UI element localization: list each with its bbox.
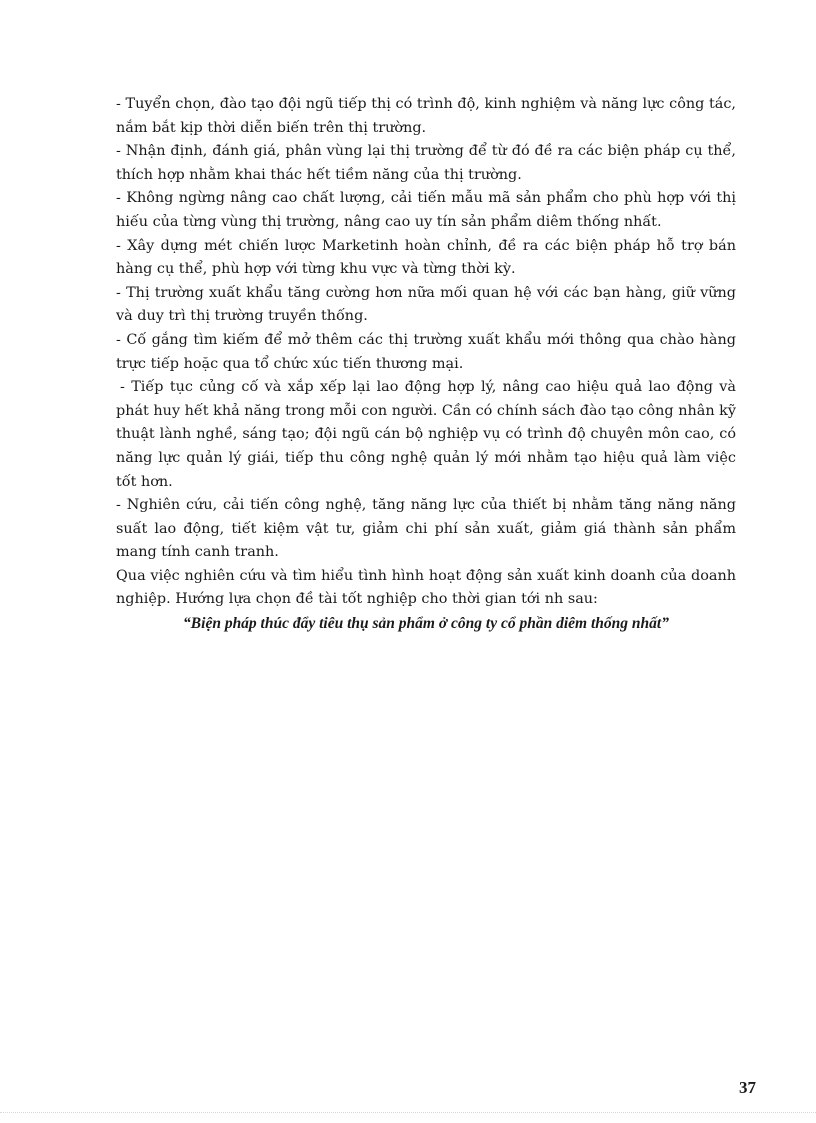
paragraph-export-market: - Thị trường xuất khẩu tăng cường hơn nữa mối quan hệ với các bạn hàng, giữ vững và duy trì thị trường truyền thống.	[116, 284, 736, 325]
paragraph-marketing-strategy: - Xây dựng mét chiến lược Marketinh hoàn chỉnh, đề ra các biện pháp hỗ trợ bán hàng cụ thể, phù hợp với từng khu vực và từng thời kỳ.	[116, 237, 736, 278]
paragraph-recruit-marketing-team: - Tuyển chọn, đào tạo đội ngũ tiếp thị có trình độ, kinh nghiệm và năng lực công tác, nắm bắt kịp thời diễn biến trên thị trường.	[116, 96, 736, 136]
paragraph-labor-organization: - Tiếp tục củng cố và xắp xếp lại lao động hợp lý, nâng cao hiệu quả lao động và phát huy hết khả năng trong mỗi con người. Cần có chính sách đào tạo công nhân kỹ thuật lành nghề, sáng tạo; đội ngũ cán bộ nghiệp vụ có trình độ chuyên môn cao, có năng lực quản lý giái, tiếp thu công nghệ quản lý mới nhằm tạo hiệu quả làm việc tốt hơn.	[116, 379, 737, 490]
page-number: 37	[739, 1078, 756, 1097]
paragraph-technology-improvement: - Nghiên cứu, cải tiến công nghệ, tăng năng lực của thiết bị nhằm tăng năng năng suất lao động, tiết kiệm vật tư, giảm chi phí sản xuất, giảm giá thành sản phẩm mang tính canh tranh.	[116, 497, 736, 561]
paragraph-improve-quality: - Không ngừng nâng cao chất lượng, cải tiến mẫu mã sản phẩm cho phù hợp với thị hiếu của từng vùng thị trường, nâng cao uy tín sản phẩm diêm thống nhất.	[116, 190, 736, 230]
document-body	[116, 93, 736, 636]
footer-divider	[0, 1112, 816, 1113]
paragraph-new-export-markets: - Cố gắng tìm kiếm để mở thêm các thị trường xuất khẩu mới thông qua chào hàng trực tiếp hoặc qua tổ chức xúc tiến thương mại.	[116, 331, 736, 372]
thesis-topic-title: “Biện pháp thúc đẩy tiêu thụ sản phẩm ở công ty cổ phần diêm thống nhất”	[183, 615, 669, 633]
paragraph-market-segmentation: - Nhận định, đánh giá, phân vùng lại thị trường để từ đó đề ra các biện pháp cụ thể, thích hợp nhằm khai thác hết tiềm năng của thị trường.	[116, 143, 736, 183]
paragraph-topic-intro: Qua việc nghiên cứu và tìm hiểu tình hình hoạt động sản xuất kinh doanh của doanh nghiệp. Hướng lựa chọn đề tài tốt nghiệp cho thời gian tới nh sau:	[116, 567, 736, 608]
